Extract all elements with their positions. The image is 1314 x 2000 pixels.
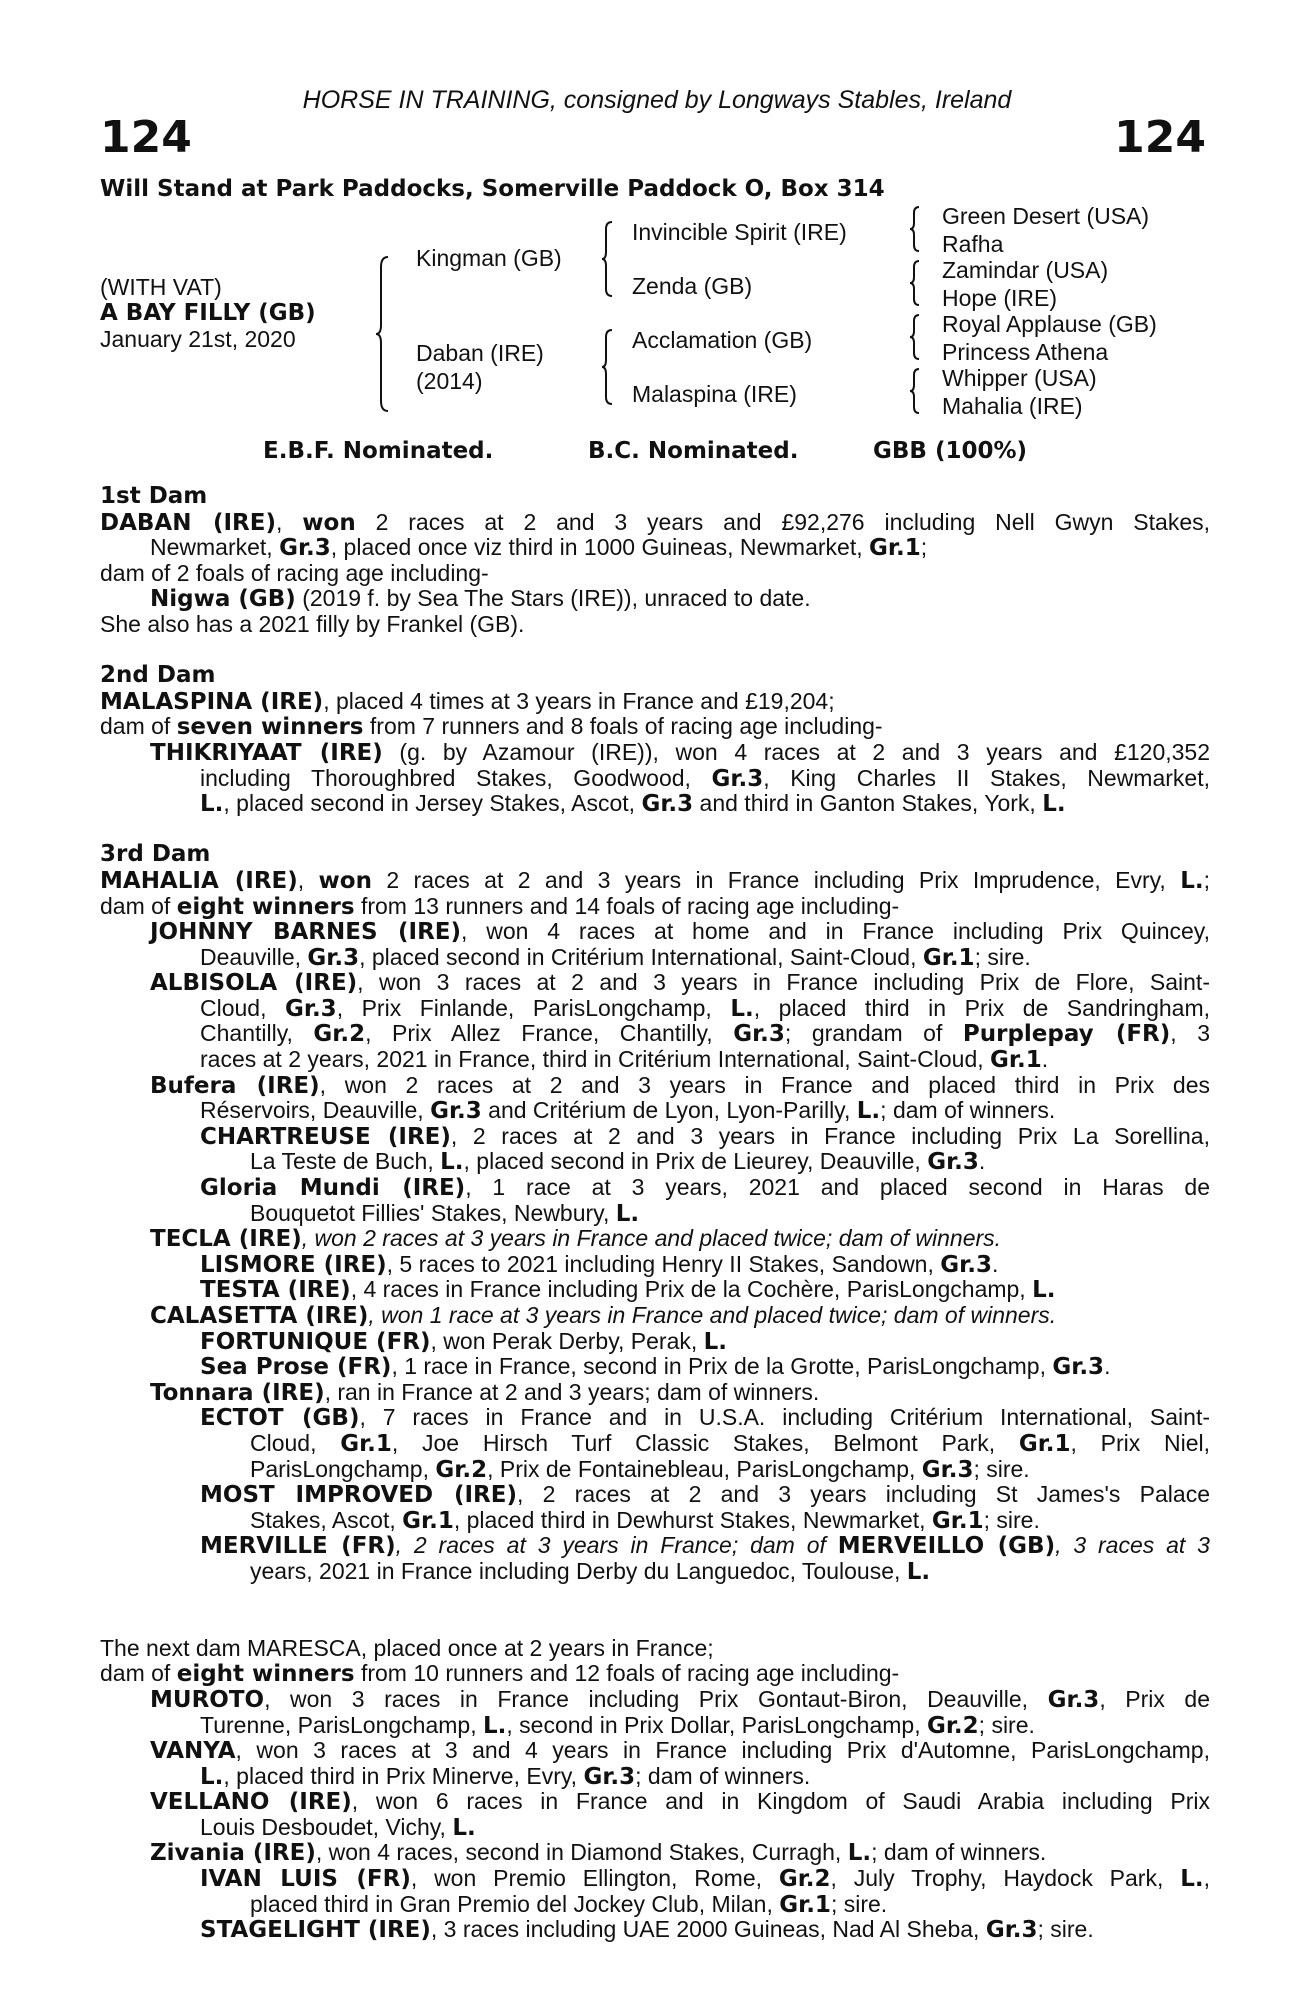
sire-dam: Zenda (GB) [632,273,753,299]
emphasis-text: FORTUNIQUE (FR) [200,1328,431,1355]
dam-year: (2014) [416,368,483,394]
emphasis-text: MAHALIA (IRE) [100,867,298,894]
emphasis-text: L. [730,995,754,1022]
third-dam-line: races at 2 years, 2021 in France, third in Critérium International, Saint-Cloud, Gr.1. [200,1046,1049,1074]
emphasis-text: L. [856,1098,881,1125]
emphasis-text: CALASETTA (IRE) [150,1303,369,1329]
sire-name: Kingman (GB) [416,245,562,271]
emphasis-text: L. [906,1558,931,1585]
second-dam-line: L., placed second in Jersey Stakes, Ascot, Gr.3 and third in Ganton Stakes, York, L. [200,790,1066,818]
emphasis-text: THIKRIYAAT (IRE) [150,739,383,766]
third-dam-line: Cloud, Gr.1, Joe Hirsch Turf Classic Stakes, Belmont Park, Gr.1, Prix Niel, [250,1429,1210,1457]
dam-sire: Acclamation (GB) [632,327,813,353]
emphasis-text: Gr.3 [1052,1354,1105,1381]
third-dam-line: dam of eight winners from 13 runners and 14 foals of racing age including- [100,892,900,920]
emphasis-text: won [302,509,356,536]
emphasis-text: Purplepay (FR) [962,1021,1171,1048]
emphasis-text: MERVILLE (FR) [200,1533,396,1560]
third-dam-line: Gloria Mundi (IRE), 1 race at 3 years, 2021 and placed second in Haras de [200,1174,1211,1202]
emphasis-text: Gr.3 [583,1763,636,1790]
emphasis-text: Gr.1 [1018,1430,1071,1457]
horse-description: A BAY FILLY (GB) [100,300,316,326]
pedigree-brace-main [376,255,392,413]
lot-number-left: 124 [100,112,192,163]
third-dam-line: Stakes, Ascot, Gr.1, placed third in Dewhurst Stakes, Newmarket, Gr.1; sire. [250,1506,1040,1534]
emphasis-text: L. [200,791,224,818]
pedigree-brace-dam [602,328,616,406]
great-grandsire-1: Green Desert (USA) [942,203,1150,229]
emphasis-text: MUROTO [150,1686,265,1713]
third-dam-line: Cloud, Gr.3, Prix Finlande, ParisLongchamp, L., placed third in Prix de Sandringham, [200,994,1211,1022]
emphasis-text: L. [1042,791,1066,818]
emphasis-text: L. [200,1763,224,1790]
emphasis-text: TECLA (IRE) [150,1226,302,1253]
emphasis-text: Gr.3 [733,1021,785,1048]
emphasis-text: Gr.2 [313,1021,366,1048]
next-dam-line: dam of eight winners from 10 runners and 12 foals of racing age including- [100,1660,900,1688]
third-dam-line: Tonnara (IRE), ran in France at 2 and 3 years; dam of winners. [150,1378,820,1406]
pedigree-brace-g4 [910,367,922,415]
emphasis-text: DABAN (IRE) [100,509,276,536]
emphasis-text: Gr.1 [922,944,975,971]
emphasis-text: TESTA (IRE) [200,1277,351,1304]
third-dam-line: ECTOT (GB), 7 races in France and in U.S.A. including Critérium International, Saint- [200,1404,1210,1432]
pedigree-brace-g1 [910,205,922,253]
emphasis-text: Gr.3 [641,791,694,818]
emphasis-text: Gr.3 [940,1251,992,1278]
emphasis-text: L. [703,1328,728,1355]
emphasis-text: VANYA [150,1738,236,1765]
great-grandsire-3: Royal Applause (GB) [942,311,1157,337]
third-dam-line: Chantilly, Gr.2, Prix Allez France, Chantilly, Gr.3; grandam of Purplepay (FR), 3 [200,1020,1210,1048]
emphasis-text: Sea Prose (FR) [200,1354,392,1381]
great-granddam-4: Mahalia (IRE) [942,393,1083,419]
emphasis-text: MALASPINA (IRE) [100,688,324,715]
third-dam-line: ALBISOLA (IRE), won 3 races at 2 and 3 years in France including Prix de Flore, Saint- [150,969,1210,997]
emphasis-text: ECTOT (GB) [200,1405,360,1432]
emphasis-text: eight winners [176,1661,355,1688]
emphasis-text: IVAN LUIS (FR) [200,1866,411,1893]
emphasis-text: Bufera (IRE) [150,1072,320,1099]
third-dam-line: Bufera (IRE), won 2 races at 2 and 3 years in France and placed third in Prix des [150,1071,1210,1099]
next-dam-line: MUROTO, won 3 races in France including Prix Gontaut-Biron, Deauville, Gr.3, Prix de [150,1685,1210,1713]
first-dam-line: DABAN (IRE), won 2 races at 2 and 3 years and £92,276 including Nell Gwyn Stakes, [100,508,1211,536]
emphasis-text: MERVEILLO (GB) [837,1533,1056,1560]
first-dam-line: Newmarket, Gr.3, placed once viz third in 1000 Guineas, Newmarket, Gr.1; [150,534,928,562]
next-dam-line: The next dam MARESCA, placed once at 2 years in France; [100,1634,714,1661]
emphasis-text: Gr.2 [778,1866,831,1893]
great-granddam-3: Princess Athena [942,339,1109,365]
emphasis-text: Gr.3 [307,944,360,971]
emphasis-text: Gr.3 [921,1456,974,1483]
emphasis-text: Gloria Mundi (IRE) [200,1175,466,1202]
second-dam-line: MALASPINA (IRE), placed 4 times at 3 years in France and £19,204; [100,687,835,715]
next-dam-line: IVAN LUIS (FR), won Premio Ellington, Rome, Gr.2, July Trophy, Haydock Park, L., [200,1865,1210,1893]
third-dam-line: La Teste de Buch, L., placed second in Prix de Lieurey, Deauville, Gr.3. [250,1148,986,1176]
pedigree-brace-sire [602,220,616,298]
section-gap [100,817,1210,843]
emphasis-text: LISMORE (IRE) [200,1251,387,1278]
emphasis-text: STAGELIGHT (IRE) [200,1917,431,1944]
first-dam-line: Nigwa (GB) (2019 f. by Sea The Stars (IRE)), unraced to date. [150,585,811,613]
emphasis-text: Gr.1 [340,1430,392,1457]
third-dam-line: LISMORE (IRE), 5 races to 2021 including Henry II Stakes, Sandown, Gr.3. [200,1250,999,1278]
foaling-date: January 21st, 2020 [100,326,296,352]
emphasis-text: MOST IMPROVED (IRE) [200,1482,517,1509]
emphasis-text: VELLANO (IRE) [150,1789,352,1816]
second-dam-heading: 2nd Dam [100,662,216,689]
third-dam-line: years, 2021 in France including Derby du Languedoc, Toulouse, L. [250,1557,931,1585]
third-dam-line: MOST IMPROVED (IRE), 2 races at 2 and 3 years including St James's Palace [200,1481,1210,1509]
third-dam-line: MERVILLE (FR), 2 races at 3 years in France; dam of MERVEILLO (GB), 3 races at 3 [200,1532,1210,1560]
third-dam-line: ParisLongchamp, Gr.2, Prix de Fontainebleau, ParisLongchamp, Gr.3; sire. [250,1455,1030,1483]
third-dam-line: Sea Prose (FR), 1 race in France, second in Prix de la Grotte, ParisLongchamp, Gr.3. [200,1353,1111,1381]
third-dam-line: JOHNNY BARNES (IRE), won 4 races at home and in France including Prix Quincey, [150,918,1210,946]
first-dam-line: She also has a 2021 filly by Frankel (GB). [100,610,525,637]
second-dam-line: dam of seven winners from 7 runners and 8 foals of racing age including- [100,713,883,741]
emphasis-text: Gr.2 [435,1456,488,1483]
emphasis-text: L. [847,1840,872,1867]
emphasis-text: Gr.3 [430,1098,482,1125]
third-dam-line: CHARTREUSE (IRE), 2 races at 2 and 3 years in France including Prix La Sorellina, [200,1122,1210,1150]
emphasis-text: Nigwa (GB) [150,586,296,613]
dam-dam: Malaspina (IRE) [632,381,797,407]
great-grandsire-2: Zamindar (USA) [942,257,1109,283]
emphasis-text: Gr.1 [931,1507,984,1534]
third-dam-line: TESTA (IRE), 4 races in France including Prix de la Cochère, ParisLongchamp, L. [200,1276,1056,1304]
sire-sire: Invincible Spirit (IRE) [632,219,847,245]
third-dam-line: Réservoirs, Deauville, Gr.3 and Critérium de Lyon, Lyon-Parilly, L.; dam of winners. [200,1097,1056,1125]
gbb-status: GBB (100%) [873,438,1028,464]
female-line [100,484,1210,1943]
emphasis-text: L. [1180,1866,1204,1893]
emphasis-text: Gr.3 [927,1149,979,1176]
third-dam-heading: 3rd Dam [100,841,211,868]
third-dam-line: Bouquetot Fillies' Stakes, Newbury, L. [250,1199,640,1227]
next-dam-line: VELLANO (IRE), won 6 races in France and in Kingdom of Saudi Arabia including Prix [150,1788,1211,1816]
next-dam-line: Zivania (IRE), won 4 races, second in Diamond Stakes, Curragh, L.; dam of winners. [150,1839,1047,1867]
stand-location: Will Stand at Park Paddocks, Somerville Paddock O, Box 314 [100,176,885,202]
emphasis-text: Gr.3 [285,995,337,1022]
next-dam-line: Louis Desboudet, Vichy, L. [200,1813,476,1841]
great-granddam-2: Hope (IRE) [942,285,1058,311]
emphasis-text: won [318,867,372,894]
emphasis-text: L. [452,1814,476,1841]
section-gap [100,638,1210,664]
emphasis-text: eight winners [176,893,355,920]
pedigree-brace-g2 [910,259,922,307]
emphasis-text: Gr.1 [402,1507,454,1534]
emphasis-text: Gr.3 [985,1917,1038,1944]
emphasis-text: Gr.1 [779,1891,831,1918]
next-dam-line: STAGELIGHT (IRE), 3 races including UAE 2000 Guineas, Nad Al Sheba, Gr.3; sire. [200,1916,1094,1944]
emphasis-text: L. [440,1149,464,1176]
emphasis-text: Tonnara (IRE) [150,1379,325,1406]
emphasis-text: JOHNNY BARNES (IRE) [150,919,462,946]
second-dam-line: THIKRIYAAT (IRE) (g. by Azamour (IRE)), won 4 races at 2 and 3 years and £120,352 [150,738,1211,766]
emphasis-text: Gr.1 [990,1047,1042,1074]
third-dam-line: FORTUNIQUE (FR), won Perak Derby, Perak, L. [200,1327,728,1355]
section-gap [100,1610,1210,1636]
first-dam-heading: 1st Dam [100,483,208,509]
second-dam-line: including Thoroughbred Stakes, Goodwood, Gr.3, King Charles II Stakes, Newmarket, [200,764,1210,792]
great-grandsire-4: Whipper (USA) [942,365,1097,391]
next-dam-line: VANYA, won 3 races at 3 and 4 years in France including Prix d'Automne, ParisLongchamp, [150,1737,1210,1765]
third-dam-line: Deauville, Gr.3, placed second in Critérium International, Saint-Cloud, Gr.1; sire. [200,943,1031,971]
vat-note: (WITH VAT) [100,274,222,300]
emphasis-text: Gr.3 [1047,1686,1100,1713]
emphasis-text: CHARTREUSE (IRE) [200,1123,451,1150]
next-dam-line: L., placed third in Prix Minerve, Evry, Gr.3; dam of winners. [200,1762,811,1790]
third-dam-line: MAHALIA (IRE), won 2 races at 2 and 3 years in France including Prix Imprudence, Evry, L.; [100,866,1211,894]
next-dam-line: placed third in Gran Premio del Jockey Club, Milan, Gr.1; sire. [250,1890,888,1918]
section-gap [100,1585,1210,1611]
great-granddam-1: Rafha [942,231,1004,257]
emphasis-text: Gr.3 [279,535,331,562]
dam-name: Daban (IRE) [416,340,544,366]
pedigree-brace-g3 [910,313,922,361]
emphasis-text: L. [1032,1277,1056,1304]
first-dam-line: dam of 2 foals of racing age including- [100,559,489,586]
ebf-nomination: E.B.F. Nominated. [263,438,494,464]
bc-nomination: B.C. Nominated. [588,438,799,464]
third-dam-line: TECLA (IRE), won 2 races at 3 years in France and placed twice; dam of winners. [150,1225,1002,1253]
next-dam-line: Turenne, ParisLongchamp, L., second in Prix Dollar, ParisLongchamp, Gr.2; sire. [200,1711,1035,1739]
lot-number-right: 124 [1114,112,1206,163]
emphasis-text: L. [615,1200,640,1227]
third-dam-line: CALASETTA (IRE), won 1 race at 3 years in France and placed twice; dam of winners. [150,1302,1057,1329]
emphasis-text: ALBISOLA (IRE) [150,970,358,997]
emphasis-text: L. [1180,867,1204,894]
emphasis-text: Gr.2 [926,1712,979,1739]
page-header: HORSE IN TRAINING, consigned by Longways Stables, Ireland [302,86,1012,114]
emphasis-text: L. [482,1712,507,1739]
emphasis-text: seven winners [176,714,364,741]
emphasis-text: Gr.3 [711,765,764,792]
emphasis-text: Zivania (IRE) [150,1840,316,1867]
emphasis-text: Gr.1 [869,535,921,562]
